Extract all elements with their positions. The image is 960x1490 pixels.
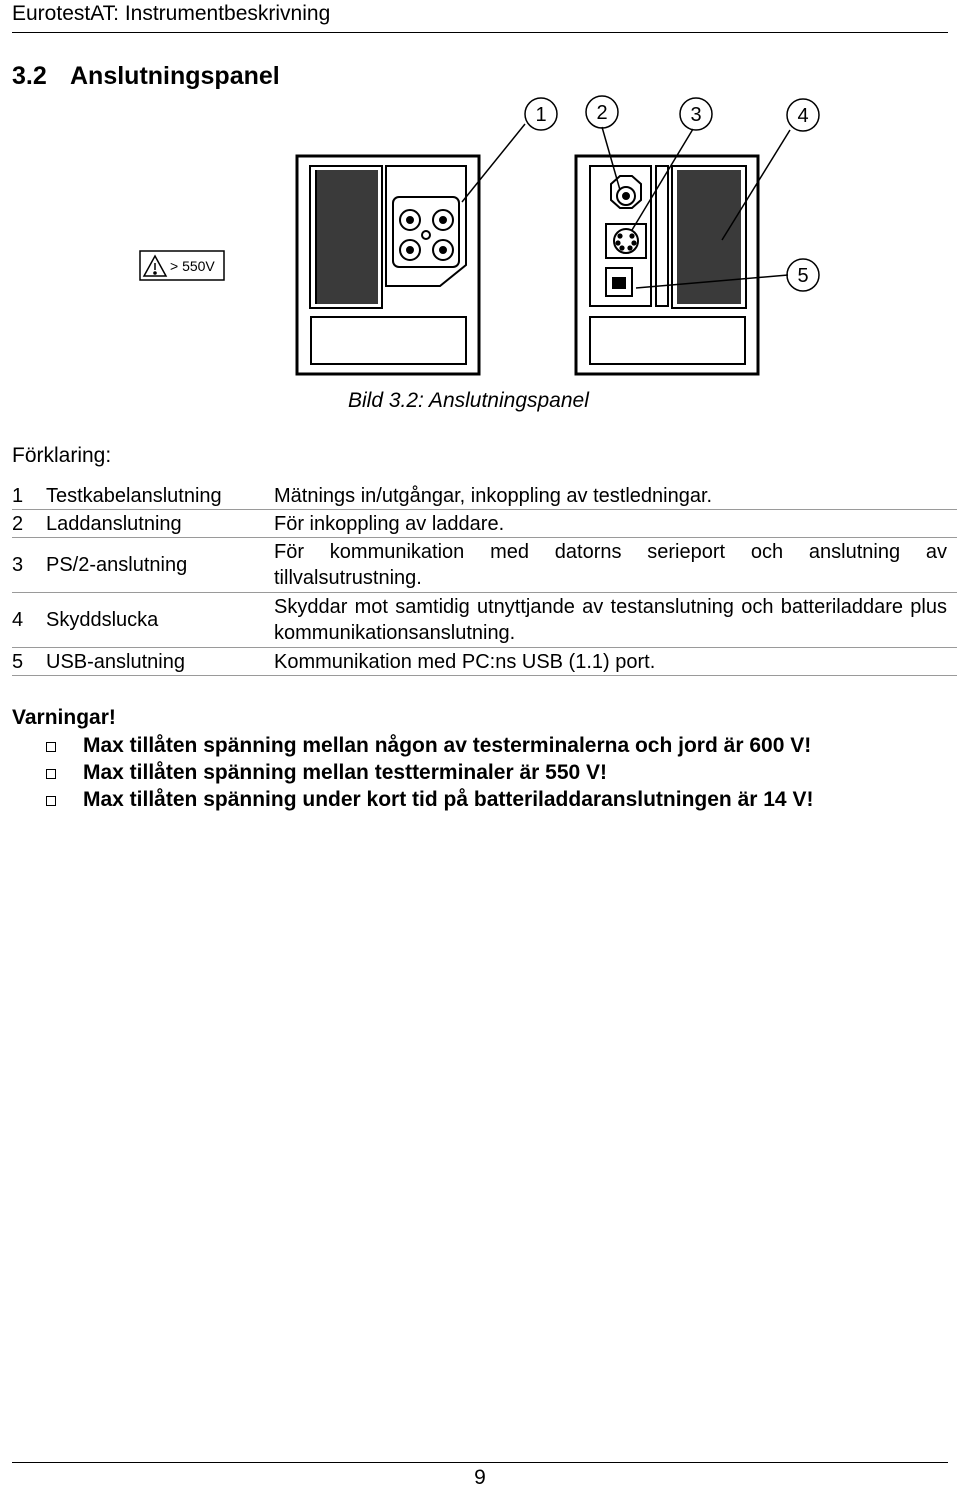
warnings-list bbox=[12, 732, 813, 813]
left-slot bbox=[311, 317, 466, 364]
legend-description: För inkoppling av laddare. bbox=[274, 510, 957, 538]
callout-label-1: 1 bbox=[535, 104, 547, 126]
legend-number: 3 bbox=[12, 538, 46, 593]
legend-description: Kommunikation med PC:ns USB (1.1) port. bbox=[274, 648, 957, 676]
warnings-heading: Varningar! bbox=[12, 706, 116, 729]
connector-block bbox=[590, 166, 651, 306]
legend-name: PS/2-anslutning bbox=[46, 538, 274, 593]
table-row bbox=[12, 593, 957, 648]
ps2-socket-icon bbox=[606, 224, 646, 258]
warning-text: Max tillåten spänning under kort tid på batteriladdaranslutningen är 14 V! bbox=[83, 788, 814, 811]
section-title bbox=[12, 62, 280, 91]
warning-text: Max tillåten spänning mellan testterminaler är 550 V! bbox=[83, 761, 608, 784]
legend-heading: Förklaring: bbox=[12, 444, 112, 467]
legend-table bbox=[12, 482, 957, 676]
legend-name: USB-anslutning bbox=[46, 648, 274, 676]
right-panel bbox=[576, 156, 758, 374]
table-row bbox=[12, 648, 957, 676]
legend-name: Skyddslucka bbox=[46, 593, 274, 648]
table-row bbox=[12, 482, 957, 510]
table-row bbox=[12, 538, 957, 593]
callout-label-4: 4 bbox=[797, 105, 809, 127]
legend-description: För kommunikation med datorns serieport och anslutning av tillvalsutrustning. bbox=[274, 538, 957, 593]
warning-text: Max tillåten spänning mellan någon av testerminalerna och jord är 600 V! bbox=[83, 734, 812, 757]
usb-socket-icon bbox=[606, 268, 632, 296]
connection-panel-figure bbox=[0, 90, 960, 385]
socket-icon bbox=[400, 210, 420, 230]
legend-name: Laddanslutning bbox=[46, 510, 274, 538]
socket-icon bbox=[433, 240, 453, 260]
checkbox-bullet-icon bbox=[46, 796, 56, 806]
warnings-section bbox=[12, 704, 813, 813]
page-number: 9 bbox=[474, 1466, 486, 1489]
left-heatsink bbox=[310, 166, 382, 308]
socket-icon bbox=[433, 210, 453, 230]
list-item bbox=[12, 759, 813, 786]
section-heading: Anslutningspanel bbox=[70, 62, 280, 90]
charger-socket-icon bbox=[611, 176, 641, 208]
warning-label-text: > 550V bbox=[170, 258, 215, 274]
checkbox-bullet-icon bbox=[46, 769, 56, 779]
header-divider bbox=[12, 32, 948, 33]
socket-icon bbox=[400, 240, 420, 260]
document-header: EurotestAT: Instrumentbeskrivning bbox=[12, 2, 331, 25]
list-item bbox=[12, 786, 813, 813]
callout-label-5: 5 bbox=[797, 265, 809, 287]
left-panel bbox=[297, 156, 479, 374]
warning-triangle-icon bbox=[144, 256, 166, 276]
checkbox-bullet-icon bbox=[46, 742, 56, 752]
test-terminal-block bbox=[386, 166, 466, 286]
legend-description: Skyddar mot samtidig utnyttjande av testanslutning och batteriladdare plus kommunikationsanslutning. bbox=[274, 593, 957, 648]
callout-label-3: 3 bbox=[690, 104, 702, 126]
callout-label-2: 2 bbox=[596, 102, 608, 124]
section-number: 3.2 bbox=[12, 62, 47, 90]
right-heatsink bbox=[656, 166, 746, 308]
legend-number: 1 bbox=[12, 482, 46, 510]
table-row bbox=[12, 510, 957, 538]
legend-description: Mätnings in/utgångar, inkoppling av testledningar. bbox=[274, 482, 957, 510]
list-item bbox=[12, 732, 813, 759]
legend-number: 5 bbox=[12, 648, 46, 676]
legend-number: 2 bbox=[12, 510, 46, 538]
figure-caption: Bild 3.2: Anslutningspanel bbox=[348, 389, 589, 412]
right-slot bbox=[590, 317, 745, 364]
legend-number: 4 bbox=[12, 593, 46, 648]
legend-name: Testkabelanslutning bbox=[46, 482, 274, 510]
footer-divider bbox=[12, 1462, 948, 1463]
